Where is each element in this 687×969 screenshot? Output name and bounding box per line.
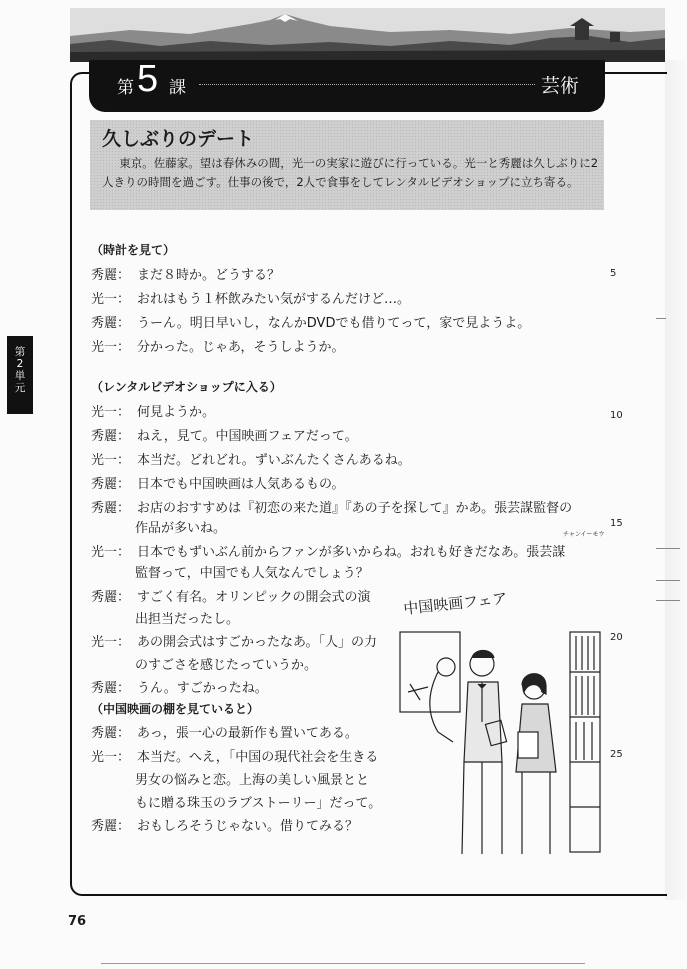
line-number: 10 (610, 410, 623, 421)
speaker: 光一： (91, 340, 131, 355)
chapter-prefix: 第 (117, 78, 134, 98)
speaker: 秀麗： (91, 429, 131, 444)
line-number: 25 (610, 749, 623, 760)
line-text: おれはもう１杯飲みたい気がするんだけど…。 (137, 292, 411, 307)
chapter-number: 5 (137, 58, 159, 100)
line-text: 分かった。じゃあ，そうしようか。 (137, 340, 345, 355)
chapter-header (89, 60, 605, 112)
line-text: すごく有名。オリンピックの開会式の演 (137, 590, 371, 605)
dialogue-line (91, 586, 370, 605)
dialogue-continuation: 男女の悩みと恋。上海の美しい風景とと (135, 773, 370, 788)
speaker: 秀麗： (91, 681, 131, 696)
video-shop-illustration (398, 592, 608, 860)
dialogue-line (91, 425, 358, 444)
speaker: 光一： (91, 635, 131, 650)
dialogue-line (91, 288, 410, 307)
line-text: ねえ，見て。中国映画フェアだって。 (137, 429, 358, 444)
dialogue-continuation: のすごさを感じたっていうか。 (135, 658, 318, 673)
dialogue-continuation: もに贈る珠玉のラブストーリー」だって。 (135, 796, 382, 811)
speaker: 光一： (91, 545, 131, 560)
lesson-title: 久しぶりのデート (102, 128, 255, 150)
line-text: 本当だ。どれどれ。ずいぶんたくさんあるね。 (137, 453, 411, 468)
lesson-intro-text: 東京。佐藤家。望は春休みの間，光一の実家に遊びに行っている。光一と秀麗は久しぶりに2人きりの時間を過ごす。仕事の後で，2人で食事をしてレンタルビデオショップに立ち寄る。 (102, 156, 599, 189)
speaker: 秀麗： (91, 501, 131, 516)
speaker: 秀麗： (91, 477, 131, 492)
speaker: 秀麗： (91, 268, 131, 283)
line-number: 5 (610, 268, 617, 279)
stage-direction: （時計を見て） (91, 243, 176, 257)
speaker: 秀麗： (91, 726, 131, 741)
unit-side-tab (7, 336, 33, 414)
scan-artifact (656, 318, 666, 319)
chapter-title: 芸術 (540, 75, 579, 97)
line-text: あっ，張一心の最新作も置いてある。 (137, 726, 358, 741)
dialogue-line (91, 473, 344, 492)
line-text: 日本でも中国映画は人気あるもの。 (137, 477, 345, 492)
dialogue-line (91, 722, 358, 741)
line-number: 20 (610, 632, 623, 643)
page-number: 76 (68, 914, 87, 929)
speaker: 秀麗： (91, 819, 131, 834)
dialogue-continuation: 出担当だったし。 (135, 612, 240, 627)
line-text: お店のおすすめは『初恋の来た道』『あの子を探して』かあ。張芸謀監督の (137, 501, 573, 516)
dialogue-line (91, 677, 268, 696)
chapter-suffix: 課 (169, 78, 186, 98)
dialogue-line (91, 497, 572, 516)
store-sign-text: 中国映画フェア (402, 592, 509, 618)
furigana: チャンイーモウ (563, 531, 605, 538)
dialogue-line (91, 264, 280, 283)
dialogue-line (91, 631, 377, 650)
chapter-dotted-leader (199, 84, 535, 85)
line-number: 15 (610, 518, 623, 529)
speaker: 光一： (91, 405, 131, 420)
line-text: うん。すごかったね。 (137, 681, 268, 696)
dialogue-continuation: 監督って，中国でも人気なんでしょう？ (135, 566, 369, 581)
line-text: 何見ようか。 (137, 405, 216, 420)
speaker: 秀麗： (91, 316, 131, 331)
stage-direction: （レンタルビデオショップに入る） (91, 380, 282, 394)
line-text: 本当だ。へえ，「中国の現代社会を生きる (137, 750, 379, 765)
page-edge-shadow (665, 60, 687, 900)
unit-tab-char: 第 (14, 346, 26, 358)
dialogue-continuation: 作品が多いね。 (135, 521, 227, 536)
dialogue-line (91, 449, 411, 468)
unit-tab-char: 2 (16, 358, 24, 370)
dialogue-line (91, 541, 565, 560)
stage-direction: （中国映画の棚を見ていると） (91, 702, 260, 716)
speaker: 秀麗： (91, 590, 131, 605)
line-text: あの開会式はすごかったなあ。「人」の力 (137, 635, 377, 650)
scan-artifact (656, 548, 680, 549)
speaker: 光一： (91, 292, 131, 307)
couple-in-store-drawing (398, 592, 608, 860)
speaker: 光一： (91, 453, 131, 468)
line-text: まだ８時か。どうする？ (137, 268, 281, 283)
line-text: 日本でもずいぶん前からファンが多いからね。おれも好きだなあ。張芸謀 (137, 545, 566, 560)
scan-artifact (656, 600, 680, 601)
dialogue-line (91, 336, 344, 355)
line-text: おもしろそうじゃない。借りてみる？ (137, 819, 359, 834)
dialogue-line (91, 746, 378, 765)
dialogue-line (91, 312, 530, 331)
dialogue-line (91, 401, 215, 420)
unit-tab-char: 元 (14, 382, 26, 394)
dialogue-line (91, 815, 358, 834)
scan-artifact (656, 580, 680, 581)
footer-rule (101, 963, 585, 964)
header-banner (70, 8, 665, 62)
mountain-landscape-illustration (70, 8, 665, 62)
line-text: うーん。明日早いし，なんかDVDでも借りてって，家で見ようよ。 (137, 316, 531, 331)
speaker: 光一： (91, 750, 131, 765)
unit-tab-char: 単 (14, 370, 26, 382)
lesson-intro-box (90, 120, 604, 210)
